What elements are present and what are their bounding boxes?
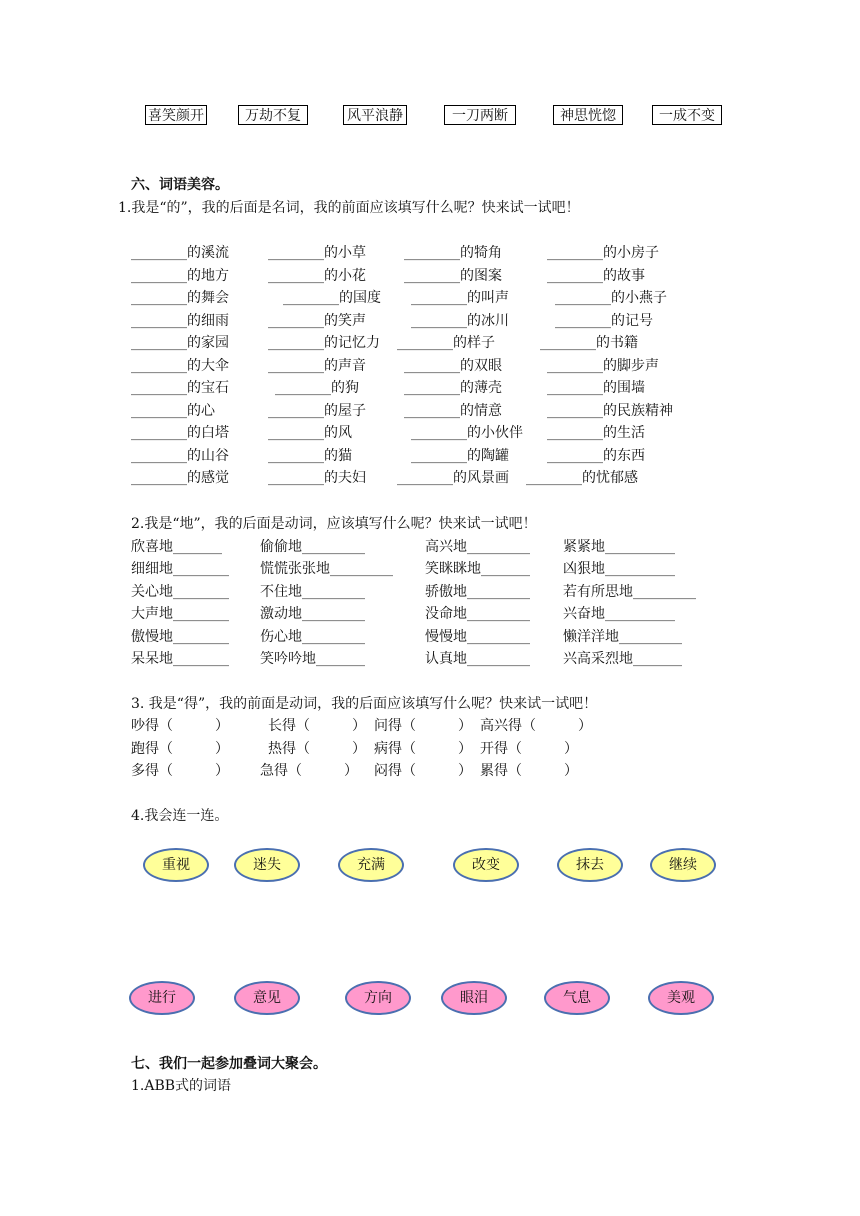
match-word-label: 气息 — [563, 990, 591, 1006]
exercise-row — [0, 242, 860, 264]
exercise-row — [0, 648, 860, 670]
blank-phrase: ________的东西 — [547, 448, 645, 464]
blank-phrase: 兴高采烈地_______ — [563, 651, 682, 667]
exercise-row — [0, 558, 860, 580]
match-word-label: 迷失 — [253, 857, 281, 873]
blank-phrase: ________的故事 — [547, 268, 645, 284]
blank-phrase: ________的夫妇 — [268, 470, 366, 486]
blank-phrase: ________的图案 — [404, 268, 502, 284]
exercise-row — [0, 377, 860, 399]
blank-phrase: 兴奋地__________ — [563, 606, 675, 622]
blank-phrase: ________的国度 — [283, 290, 381, 306]
blank-phrase: 没命地_________ — [425, 606, 530, 622]
match-word-bottom[interactable] — [648, 981, 714, 1015]
idiom-box: 风平浪静 — [343, 105, 407, 125]
blank-phrase: 关心地________ — [131, 584, 229, 600]
blank-phrase: 骄傲地_________ — [425, 584, 530, 600]
blank-phrase: ________的屋子 — [268, 403, 366, 419]
blank-phrase: ________的样子 — [397, 335, 495, 351]
blank-phrase: ________的感觉 — [131, 470, 229, 486]
match-word-label: 意见 — [253, 990, 281, 1006]
blank-phrase: 懒洋洋地_________ — [563, 629, 682, 645]
blank-phrase: 大声地________ — [131, 606, 229, 622]
blank-phrase: ________的小花 — [268, 268, 366, 284]
blank-phrase: ________的家园 — [131, 335, 229, 351]
blank-phrase: ________的猫 — [268, 448, 352, 464]
blank-phrase: ________的小伙伴 — [411, 425, 523, 441]
exercise-row — [0, 738, 860, 760]
section-title: 七、我们一起参加叠词大聚会。 — [131, 1056, 327, 1072]
idiom-box: 一成不变 — [652, 105, 722, 125]
match-word-top[interactable] — [143, 848, 209, 882]
exercise-row — [0, 626, 860, 648]
blank-phrase: ________的冰川 — [411, 313, 509, 329]
exercise-row — [0, 603, 860, 625]
match-word-label: 继续 — [669, 857, 697, 873]
blank-phrase: ________的地方 — [131, 268, 229, 284]
blank-phrase: 笑眯眯地_______ — [425, 561, 530, 577]
blank-phrase: 吵得（ ） — [131, 718, 229, 734]
blank-phrase: 高兴得（ ） — [480, 718, 592, 734]
blank-phrase: ________的狗 — [275, 380, 359, 396]
blank-phrase: ________的记号 — [555, 313, 653, 329]
exercise-row — [0, 536, 860, 558]
blank-phrase: ________的溪流 — [131, 245, 229, 261]
blank-phrase: ________的犄角 — [404, 245, 502, 261]
blank-phrase: 高兴地_________ — [425, 539, 530, 555]
blank-phrase: 偷偷地_________ — [260, 539, 365, 555]
blank-phrase: 热得（ ） — [268, 741, 366, 757]
blank-phrase: ________的小燕子 — [555, 290, 667, 306]
blank-phrase: ________的宝石 — [131, 380, 229, 396]
match-word-bottom[interactable] — [129, 981, 195, 1015]
match-word-bottom[interactable] — [234, 981, 300, 1015]
match-word-label: 美观 — [667, 990, 695, 1006]
blank-phrase: ________的白塔 — [131, 425, 229, 441]
exercise-row — [0, 760, 860, 782]
exercise-row — [0, 467, 860, 489]
match-word-top[interactable] — [453, 848, 519, 882]
blank-phrase: 细细地________ — [131, 561, 229, 577]
blank-phrase: ________的风景画 — [397, 470, 509, 486]
match-word-top[interactable] — [338, 848, 404, 882]
blank-phrase: 问得（ ） — [374, 718, 472, 734]
blank-phrase: 长得（ ） — [268, 718, 366, 734]
blank-phrase: 病得（ ） — [374, 741, 472, 757]
match-word-label: 改变 — [472, 857, 500, 873]
blank-phrase: ________的围墙 — [547, 380, 645, 396]
section-title: 六、词语美容。 — [131, 177, 229, 193]
blank-phrase: ________的声音 — [268, 358, 366, 374]
match-word-label: 重视 — [162, 857, 190, 873]
blank-phrase: ________的生活 — [547, 425, 645, 441]
blank-phrase: ________的山谷 — [131, 448, 229, 464]
blank-phrase: ________的大伞 — [131, 358, 229, 374]
match-word-label: 抹去 — [576, 857, 604, 873]
exercise-row — [0, 445, 860, 467]
blank-phrase: 慌慌张张地_________ — [260, 561, 393, 577]
question-heading: 4.我会连一连。 — [131, 808, 229, 824]
blank-phrase: 跑得（ ） — [131, 741, 229, 757]
exercise-row — [0, 715, 860, 737]
question-heading: 3. 我是“得”，我的前面是动词，我的后面应该填写什么呢？快来试一试吧！ — [131, 696, 598, 712]
exercise-row — [0, 422, 860, 444]
blank-phrase: ________的情意 — [404, 403, 502, 419]
blank-phrase: 认真地_________ — [425, 651, 530, 667]
match-word-bottom[interactable] — [544, 981, 610, 1015]
match-word-top[interactable] — [650, 848, 716, 882]
match-word-label: 眼泪 — [460, 990, 488, 1006]
match-word-label: 进行 — [148, 990, 176, 1006]
exercise-row — [0, 287, 860, 309]
blank-phrase: 欣喜地_______ — [131, 539, 222, 555]
match-word-top[interactable] — [234, 848, 300, 882]
blank-phrase: ________的薄壳 — [404, 380, 502, 396]
question-heading: 1.我是“的”，我的后面是名词，我的前面应该填写什么呢？快来试一试吧！ — [118, 200, 580, 216]
exercise-row — [0, 400, 860, 422]
match-word-bottom[interactable] — [345, 981, 411, 1015]
blank-phrase: ________的心 — [131, 403, 215, 419]
blank-phrase: ________的民族精神 — [547, 403, 673, 419]
blank-phrase: 开得（ ） — [480, 741, 578, 757]
exercise-row — [0, 265, 860, 287]
blank-phrase: 笑吟吟地_______ — [260, 651, 365, 667]
exercise-row — [0, 310, 860, 332]
blank-phrase: 凶狠地__________ — [563, 561, 675, 577]
blank-phrase: ________的陶罐 — [411, 448, 509, 464]
blank-phrase: 傲慢地________ — [131, 629, 229, 645]
blank-phrase: 多得（ ） — [131, 763, 229, 779]
idiom-box: 一刀两断 — [444, 105, 516, 125]
match-word-label: 充满 — [357, 857, 385, 873]
blank-phrase: ________的细雨 — [131, 313, 229, 329]
match-word-top[interactable] — [557, 848, 623, 882]
blank-phrase: ________的笑声 — [268, 313, 366, 329]
blank-phrase: 累得（ ） — [480, 763, 578, 779]
blank-phrase: ________的风 — [268, 425, 352, 441]
blank-phrase: 慢慢地_________ — [425, 629, 530, 645]
blank-phrase: 急得（ ） — [260, 763, 358, 779]
exercise-row — [0, 332, 860, 354]
blank-phrase: ________的小房子 — [547, 245, 659, 261]
blank-phrase: 伤心地_________ — [260, 629, 365, 645]
match-word-bottom[interactable] — [441, 981, 507, 1015]
exercise-row — [0, 355, 860, 377]
idiom-box: 喜笑颜开 — [145, 105, 207, 125]
blank-phrase: ________的脚步声 — [547, 358, 659, 374]
blank-phrase: ________的小草 — [268, 245, 366, 261]
blank-phrase: 闷得（ ） — [374, 763, 472, 779]
blank-phrase: ________的双眼 — [404, 358, 502, 374]
blank-phrase: ________的记忆力 — [268, 335, 380, 351]
exercise-row — [0, 581, 860, 603]
idiom-box: 神思恍惚 — [553, 105, 623, 125]
blank-phrase: 激动地_________ — [260, 606, 365, 622]
blank-phrase: 紧紧地__________ — [563, 539, 675, 555]
blank-phrase: ________的叫声 — [411, 290, 509, 306]
blank-phrase: ________的舞会 — [131, 290, 229, 306]
blank-phrase: ________的书籍 — [540, 335, 638, 351]
blank-phrase: ________的忧郁感 — [526, 470, 638, 486]
blank-phrase: 不住地_________ — [260, 584, 365, 600]
blank-phrase: 若有所思地_________ — [563, 584, 696, 600]
match-word-label: 方向 — [364, 990, 392, 1006]
question-heading: 1.ABB式的词语 — [131, 1078, 232, 1094]
idiom-box: 万劫不复 — [238, 105, 308, 125]
question-heading: 2.我是“地”，我的后面是动词，应该填写什么呢？快来试一试吧！ — [131, 516, 537, 532]
blank-phrase: 呆呆地________ — [131, 651, 229, 667]
